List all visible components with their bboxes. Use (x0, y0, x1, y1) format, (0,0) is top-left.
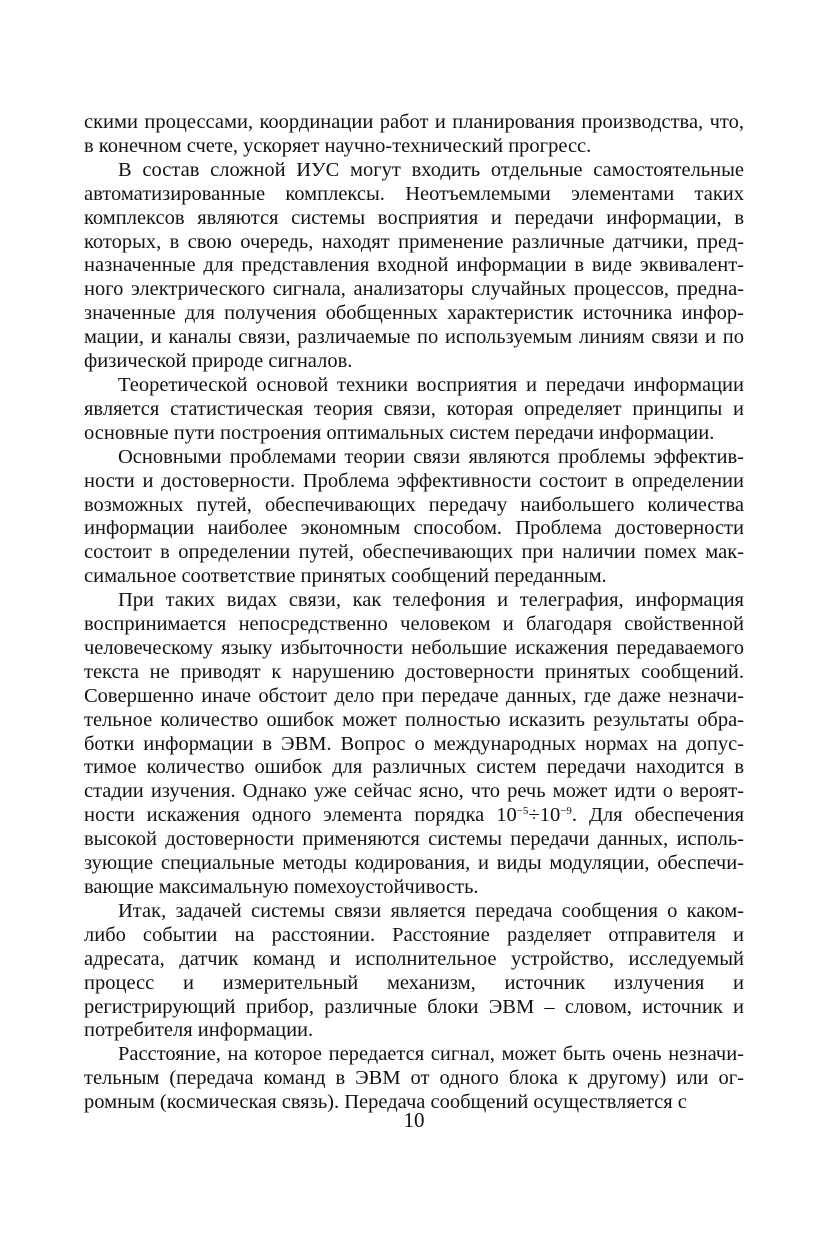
paragraph-4: Основными проблемами теории связи являются проблемы эффективности и достоверности. Проблема эффективности состоит в определении возможных путей, обеспечивающих передачу наибольшего количества информации наиболее экономным способом. Проблема достоверности состоит в определении путей, обеспечивающих при наличии помех максимальное соответствие принятых сообщений переданным. (84, 445, 744, 588)
formula-base-1: 10 (496, 804, 517, 827)
paragraph-5-text-after: . Для обеспечения высокой достоверности применяются системы передачи данных, использующие специальные методы кодирования, и виды модуляции, обеспечивающие максимальную помехоустойчивость. (84, 804, 744, 898)
formula-exponent-1: −5 (516, 805, 529, 818)
formula-separator: ÷ (528, 804, 540, 827)
paragraph-6: Итак, задачей системы связи является передача сообщения о каком-либо событии на расстоянии. Расстояние разделяет отправителя и адресата, датчик команд и исполнительное устройство, исследуемый процесс и измерительный механизм, источник излучения и регистрирующий прибор, различные блоки ЭВМ – словом, источник и потребителя информации. (84, 899, 744, 1042)
paragraph-2: В состав сложной ИУС могут входить отдельные самостоятельные автоматизированные комплексы. Неотъемлемыми элементами таких комплексов являются системы восприятия и передачи информации, в которых, в свою очередь, находят применение различные датчики, предназначенные для представления входной информации в виде эквивалентного электрического сигнала, анализаторы случайных процессов, предназначенные для получения обобщенных характеристик источника информации, и каналы связи, различаемые по используемым линиям связи и по физической природе сигналов. (84, 158, 744, 373)
formula-exponent-2: −9 (560, 805, 572, 818)
page-number: 10 (403, 1108, 425, 1132)
page-body (84, 111, 744, 1115)
formula-base-2: 10 (539, 804, 561, 827)
paragraph-5-text-before: При таких видах связи, как телефония и телеграфия, информация воспринимается непосредственно человеком и благодаря свойственной человеческому языку избыточности небольшие искажения передаваемого текста не приводят к нарушению достоверности принятых сообщений. Совершенно иначе обстоит дело при передаче данных, где даже незначительное количество ошибок может полностью исказить результаты обработки информации в ЭВМ. Вопрос о международных нормах на допустимое количество ошибок для различных систем передачи находится в стадии изучения. Однако уже сейчас ясно, что речь может идти о вероятности искажения одного элемента порядка (84, 589, 744, 827)
paragraph-7: Расстояние, на которое передается сигнал, может быть очень незначительным (передача команд в ЭВМ от одного блока к другому) или огромным (космическая связь). Передача сообщений осуществляется с (84, 1043, 744, 1114)
paragraph-1: скими процессами, координации работ и планирования производства, что, в конечном счете, ускоряет научно-технический прогресс. (84, 111, 744, 157)
paragraph-5 (84, 589, 744, 900)
paragraph-3: Теоретической основой техники восприятия и передачи информации является статистическая теория связи, которая определяет принципы и основные пути построения оптимальных систем передачи информации. (84, 373, 744, 444)
